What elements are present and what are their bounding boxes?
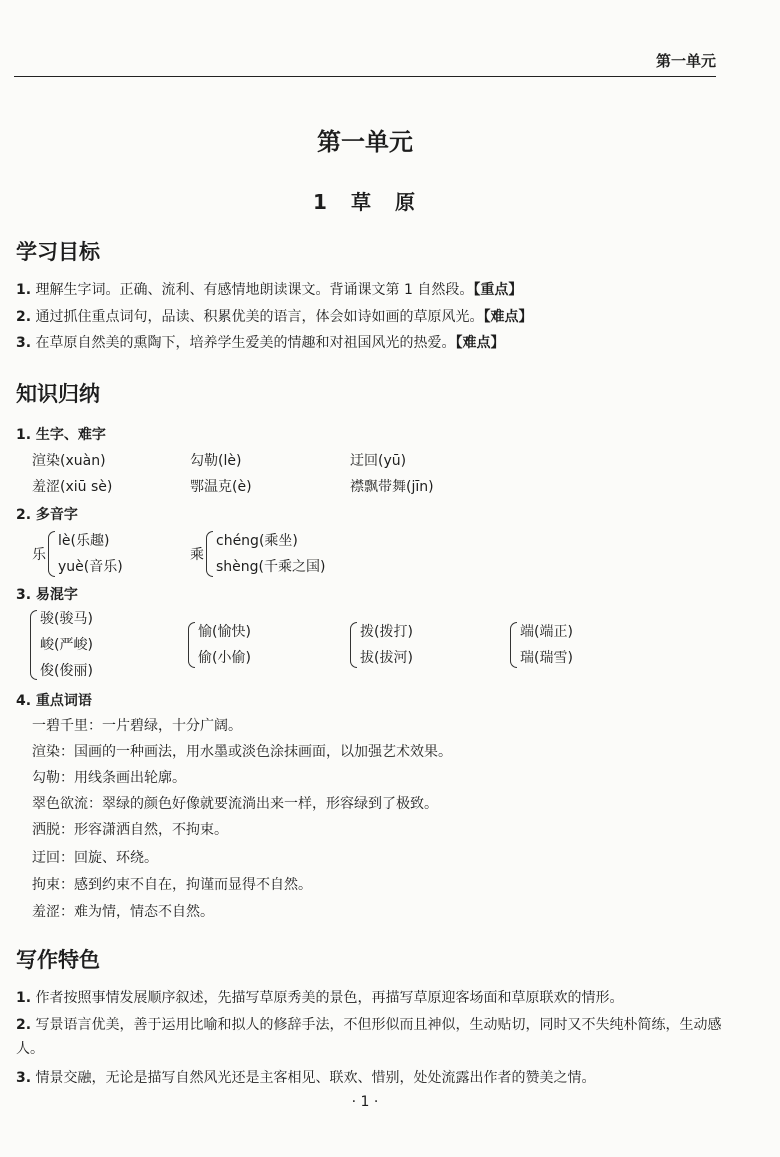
polyphonic-reading: chéng(乘坐) [216, 533, 298, 549]
keyword-definition: 一碧千里：一片碧绿，十分广阔。 [32, 718, 242, 734]
writing-number: 3. [16, 1070, 32, 1086]
brace-icon [350, 622, 357, 668]
lesson-title-char-2: 原 [394, 190, 417, 214]
subsection-title-keywords: 4. 重点词语 [16, 693, 92, 709]
section-heading-goals: 学习目标 [16, 240, 100, 264]
writing-item [16, 1013, 740, 1061]
brace-icon [206, 531, 213, 577]
polyphonic-group [32, 528, 123, 580]
writing-text: 作者按照事情发展顺序叙述，先描写草原秀美的景色，再描写草原迎客场面和草原联欢的情形。 [35, 990, 624, 1006]
section-heading-writing: 写作特色 [16, 948, 100, 972]
confusable-group [186, 619, 251, 671]
character-item: 鄂温克(è) [190, 479, 252, 495]
header-divider [14, 76, 716, 77]
subsection-title-characters: 1. 生字、难字 [16, 427, 106, 443]
subsection-title-polyphonic: 2. 多音字 [16, 507, 78, 523]
brace-icon [188, 622, 195, 668]
character-item: 襟飘带舞(jīn) [350, 479, 434, 495]
confusable-char: 俊(俊丽) [40, 663, 93, 679]
confusable-char: 骏(骏马) [40, 611, 93, 627]
confusable-char: 偷(小偷) [198, 650, 251, 666]
goal-tag: 【难点】 [455, 335, 505, 351]
goal-number: 3. [16, 335, 32, 351]
character-item: 渲染(xuàn) [32, 453, 106, 469]
keyword-definition: 翠色欲流：翠绿的颜色好像就要流淌出来一样，形容绿到了极致。 [32, 796, 438, 812]
confusable-group [28, 606, 93, 684]
goal-number: 1. [16, 282, 32, 298]
confusable-group [348, 619, 413, 671]
confusable-char: 拔(拔河) [360, 650, 413, 666]
writing-number: 2. [16, 1017, 32, 1033]
writing-text: 写景语言优美，善于运用比喻和拟人的修辞手法，不但形似而且神似，生动贴切，同时又不失纯朴简练，生动感人。 [16, 1017, 722, 1057]
confusable-char: 峻(严峻) [40, 637, 93, 653]
goal-tag: 【重点】 [473, 282, 523, 298]
confusable-char: 瑞(瑞雪) [520, 650, 573, 666]
brace-icon [48, 531, 55, 577]
writing-number: 1. [16, 990, 32, 1006]
goal-tag: 【难点】 [483, 309, 533, 325]
keyword-definition: 勾勒：用线条画出轮廓。 [32, 770, 186, 786]
goal-number: 2. [16, 309, 32, 325]
polyphonic-char: 乐 [32, 547, 46, 563]
running-header: 第一单元 [655, 52, 716, 70]
confusable-char: 拨(拨打) [360, 624, 413, 640]
page-number: · 1 · [351, 1094, 379, 1110]
keyword-definition: 渲染：国画的一种画法，用水墨或淡色涂抹画面，以加强艺术效果。 [32, 744, 452, 760]
subsection-title-confusable: 3. 易混字 [16, 587, 78, 603]
polyphonic-reading: yuè(音乐) [58, 559, 123, 575]
character-item: 迂回(yū) [350, 453, 407, 469]
polyphonic-reading: lè(乐趣) [58, 533, 110, 549]
brace-icon [510, 622, 517, 668]
keyword-definition: 迂回：回旋、环绕。 [32, 850, 158, 866]
keyword-definition: 拘束：感到约束不自在，拘谨而显得不自然。 [32, 877, 312, 893]
unit-title: 第一单元 [317, 128, 413, 156]
goal-text: 理解生字词。正确、流利、有感情地朗读课文。背诵课文第 1 自然段。 [35, 282, 474, 298]
lesson-number: 1 [313, 190, 329, 214]
writing-item [16, 1066, 740, 1090]
character-item: 勾勒(lè) [190, 453, 242, 469]
lesson-title-char-1: 草 [350, 190, 373, 214]
polyphonic-group [190, 528, 325, 580]
goal-item [16, 305, 740, 329]
polyphonic-reading: shèng(千乘之国) [216, 559, 326, 575]
character-item: 羞涩(xiū sè) [32, 479, 113, 495]
confusable-group [508, 619, 573, 671]
goal-item [16, 278, 740, 302]
polyphonic-char: 乘 [190, 547, 204, 563]
goal-text: 在草原自然美的熏陶下，培养学生爱美的情趣和对祖国风光的热爱。 [35, 335, 456, 351]
goal-text: 通过抓住重点词句，品读、积累优美的语言，体会如诗如画的草原风光。 [35, 309, 484, 325]
lesson-title [0, 186, 730, 215]
goal-item [16, 331, 740, 355]
writing-item [16, 986, 740, 1010]
confusable-char: 端(端正) [520, 624, 573, 640]
keyword-definition: 洒脱：形容潇洒自然，不拘束。 [32, 822, 228, 838]
keyword-definition: 羞涩：难为情，情态不自然。 [32, 904, 214, 920]
brace-icon [30, 610, 37, 680]
section-heading-knowledge: 知识归纳 [16, 382, 100, 406]
writing-text: 情景交融，无论是描写自然风光还是主客相见、联欢、惜别，处处流露出作者的赞美之情。 [35, 1070, 596, 1086]
confusable-char: 愉(愉快) [198, 624, 251, 640]
